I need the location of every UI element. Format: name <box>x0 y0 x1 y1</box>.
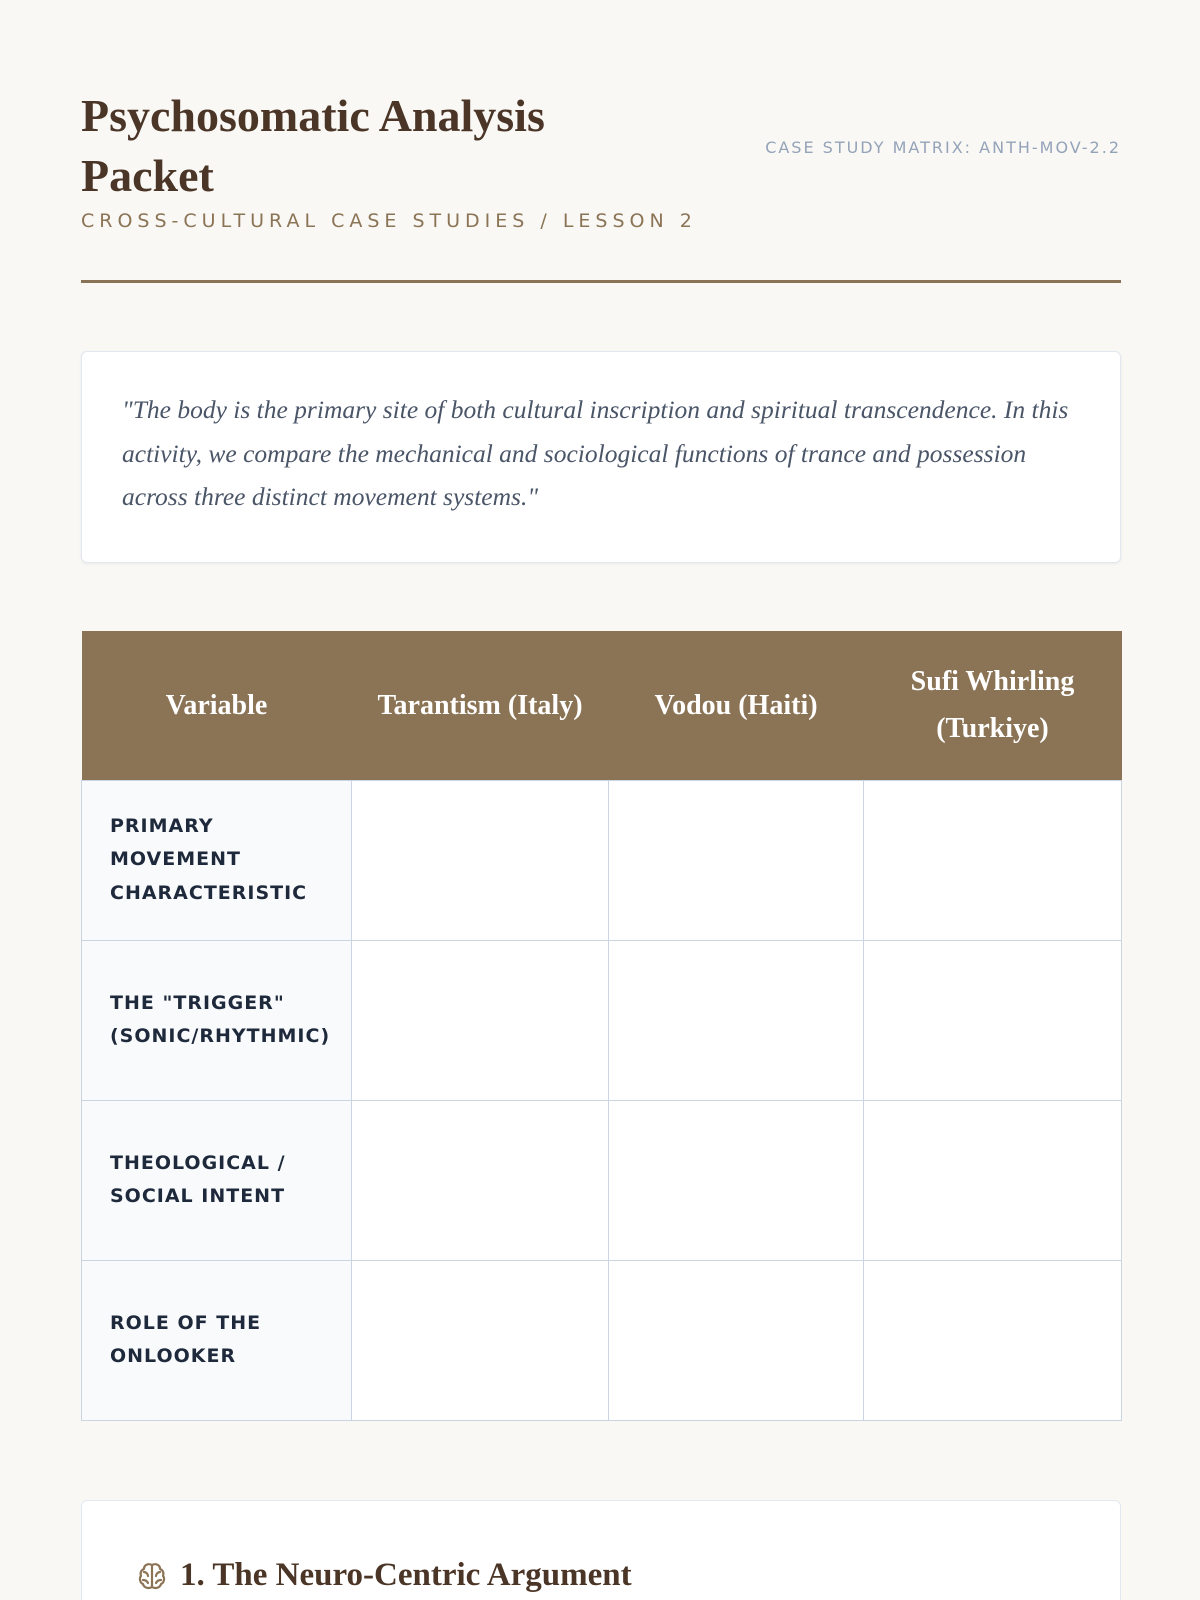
row-label-intent: THEOLOGICAL / SOCIAL INTENT <box>82 1100 352 1260</box>
answer-cell-vodou-intent[interactable] <box>609 1100 864 1260</box>
page-subtitle: CROSS-CULTURAL CASE STUDIES / LESSON 2 <box>81 210 697 232</box>
section-heading-text: 1. The Neuro-Centric Argument <box>180 1557 632 1593</box>
column-header-sufi-whirling: Sufi Whirling (Turkiye) <box>864 631 1122 780</box>
matrix-row-trigger <box>82 940 1122 1100</box>
matrix-row-movement <box>82 780 1122 940</box>
intro-quote-text: "The body is the primary site of both cultural inscription and spiritual transcendence. In this activity, we compare the mechanical and sociological functions of trance and possession across three distinct movement systems." <box>122 395 1069 511</box>
section-heading <box>136 1557 632 1594</box>
section-neuro-centric-card <box>81 1500 1121 1600</box>
case-study-code: CASE STUDY MATRIX: ANTH-MOV-2.2 <box>765 138 1121 157</box>
answer-cell-tarantism-trigger[interactable] <box>352 940 609 1100</box>
answer-cell-tarantism-movement[interactable] <box>352 780 609 940</box>
matrix-row-onlooker <box>82 1260 1122 1420</box>
case-study-matrix <box>81 631 1122 1421</box>
answer-cell-sufi-onlooker[interactable] <box>864 1260 1122 1420</box>
page-header <box>81 80 1121 283</box>
answer-cell-tarantism-intent[interactable] <box>352 1100 609 1260</box>
column-header-variable: Variable <box>82 631 352 780</box>
brain-icon <box>136 1560 168 1592</box>
answer-cell-sufi-trigger[interactable] <box>864 940 1122 1100</box>
page-title: Psychosomatic Analysis Packet <box>81 90 545 201</box>
answer-cell-vodou-trigger[interactable] <box>609 940 864 1100</box>
row-label-trigger: THE "TRIGGER" (SONIC/RHYTHMIC) <box>82 940 352 1100</box>
intro-quote-card <box>81 351 1121 563</box>
row-label-movement: PRIMARY MOVEMENT CHARACTERISTIC <box>82 780 352 940</box>
answer-cell-sufi-movement[interactable] <box>864 780 1122 940</box>
matrix-row-intent <box>82 1100 1122 1260</box>
answer-cell-tarantism-onlooker[interactable] <box>352 1260 609 1420</box>
column-header-vodou: Vodou (Haiti) <box>609 631 864 780</box>
column-header-tarantism: Tarantism (Italy) <box>352 631 609 780</box>
row-label-onlooker: ROLE OF THE ONLOOKER <box>82 1260 352 1420</box>
answer-cell-vodou-movement[interactable] <box>609 780 864 940</box>
answer-cell-vodou-onlooker[interactable] <box>609 1260 864 1420</box>
matrix-header-row <box>82 631 1122 780</box>
answer-cell-sufi-intent[interactable] <box>864 1100 1122 1260</box>
